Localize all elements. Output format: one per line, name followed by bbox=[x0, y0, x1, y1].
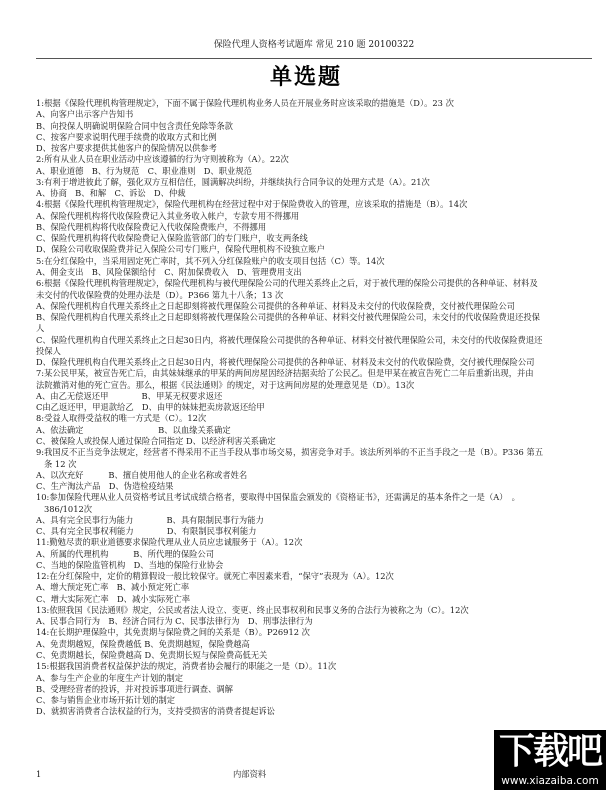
answer-option-line: 386/1012次 bbox=[44, 503, 93, 514]
question-text: 7:某公民甲某，被宣告死亡后，由其妹妹继承的甲某的两间房屋因经济拮据卖给了公民乙。但是甲某在被宣告死亡二年后重新出现，并由 bbox=[36, 368, 534, 379]
answer-option-line: C、按客户要求说明代理手续费的收取方式和比例 bbox=[36, 131, 217, 142]
answer-option-line: C、生产淘汰产品 D、伪造检疫结果 bbox=[36, 481, 174, 492]
answer-option-line: A、向客户出示客户告知书 bbox=[36, 109, 134, 120]
question-text: 10:参加保险代理从业人员资格考试且考试成绩合格者，要取得中国保监会颁发的《资格证书》，还需满足的基本条件之一是（A） 。 bbox=[36, 492, 520, 503]
question-text: 15:根据我国消费者权益保护法的规定，消费者协会履行的职能之一是（D）。11次 bbox=[36, 661, 337, 672]
page-header bbox=[36, 38, 592, 59]
question-text: 3:有利于增进彼此了解，强化双方互相信任，圆满解决纠纷，并继续执行合同争议的处理方式是（A）。21次 bbox=[36, 176, 430, 187]
answer-option-line: B、保险代理机构将代收保险费记入代收保险费账户，不得挪用 bbox=[36, 221, 267, 232]
answer-option-line: A、参与生产企业的年度生产计划的制定 bbox=[36, 672, 184, 683]
answer-option-line: A、免责期越短，保险费越低 B、免责期越短，保险费越高 bbox=[36, 638, 250, 649]
answer-option-line: A、职业道德 B、行为规范 C、职业准则 D、职业规范 bbox=[36, 165, 252, 176]
answer-option-line: C、参与销售企业市场开拓计划的制定 bbox=[36, 695, 176, 706]
question-text: 9:我国反不正当竞争法规定，经营者不得采用不正当手段从事市场交易，损害竞争对手。该法所列举的不正当手段之一是（B）。P336 第五 bbox=[36, 447, 544, 458]
question-text: 8:受益人取得受益权的唯一方式是（C）。12次 bbox=[36, 413, 207, 424]
question-text: 6:根据《保险代理机构管理规定》，保险代理机构与被代理保险公司的代理关系终止之后，对于被代理的保险公司提供的各种单证、材料及 bbox=[36, 278, 538, 289]
answer-option-line: C、具有完全民事权利能力 D、有限制民事权利能力 bbox=[36, 526, 257, 537]
answer-option-line: 投保人 bbox=[36, 345, 61, 356]
answer-option-line: C由乙返还甲，甲退款给乙 D、由甲的妹妹把卖房款返还给甲 bbox=[36, 402, 265, 413]
answer-option-line: 未交付的代收保险费的处理办法是（D）。P366 第九十八条；13 次 bbox=[36, 289, 284, 300]
answer-option-line: D、保险代理机构自代理关系终止之日起30日内，将被代理保险公司提供的各种单证、材料及未交付的代收保险费，交付被代理保险公司 bbox=[36, 357, 535, 368]
answer-option-line: 人 bbox=[36, 323, 45, 334]
answer-option-line: C、保险代理机构将代收保险费记入保险监管部门的专门账户，收支两条线 bbox=[36, 233, 308, 244]
question-text: 11:勤勉尽责的职业道德要求保险代理从业人员应忠诚服务于（A）。12次 bbox=[36, 537, 303, 548]
answer-option-line: B、保险代理机构自代理关系终止之日起即刻将被代理保险公司提供的各种单证、材料交付被代理保险公司，未交付的代收保险费退还投保 bbox=[36, 312, 540, 323]
answer-option-line: A、佣金支出 B、风险保额给付 C、附加保费收入 D、管理费用支出 bbox=[36, 266, 302, 277]
answer-option-line: A、保险代理机构自代理关系终止之日起即刻将被代理保险公司提供的各种单证、材料及未交付的代收保险费，交付被代理保险公司 bbox=[36, 300, 515, 311]
answer-option-line: A、具有完全民事行为能力 B、具有限制民事行为能力 bbox=[36, 514, 264, 525]
footer-label: 内部资料 bbox=[233, 769, 267, 779]
answer-option-line: C、增大实际死亡率 D、减小实际死亡率 bbox=[36, 593, 191, 604]
answer-option-line: B、受理经营者的投诉，并对投诉事项进行调查、调解 bbox=[36, 683, 233, 694]
question-list bbox=[36, 98, 596, 718]
answer-option-line: C、被保险人或投保人通过保险合同指定 D、以经济利害关系确定 bbox=[36, 435, 276, 446]
watermark-url: www.xiazaiba.com bbox=[501, 775, 599, 787]
answer-option-line: A、协商 B、和解 C、诉讼 D、仲裁 bbox=[36, 188, 186, 199]
answer-option-line: A、依法确定 B、以血缘关系确定 bbox=[36, 424, 231, 435]
header-text: 保险代理人资格考试题库 常见 210 题 20100322 bbox=[213, 40, 415, 50]
page-title: 单选题 bbox=[269, 65, 342, 90]
answer-option-line: C、免责期越长，保险费越高 D、免责期长短与保险费高低无关 bbox=[36, 650, 268, 661]
question-text: 14:在长期护理保险中，其免责期与保险费之间的关系是（B）。P26912 次 bbox=[36, 627, 310, 638]
answer-option-line: A、增大预定死亡率 B、减小预定死亡率 bbox=[36, 582, 190, 593]
answer-option-line: 法院撤消对他的死亡宣告。那么，根据《民法通则》的规定，对于这两间房屋的处理意见是（D）。13次 bbox=[36, 379, 415, 390]
question-text: 5:在分红保险中，当采用固定死亡率时，其不列入分红保险账户的收支项目包括（C）等。14次 bbox=[36, 255, 385, 266]
question-text: 12:在分红保险中，定价的精算假设一般比较保守。就死亡率因素来看，“保守”表现为（A）。12次 bbox=[36, 571, 394, 582]
answer-option-line: C、保险代理机构自代理关系终止之日起30日内，将被代理保险公司提供的各种单证、材料交付被代理保险公司，未交付的代收保险费退还 bbox=[36, 334, 543, 345]
watermark-logo-text: 下载吧 bbox=[498, 731, 601, 772]
answer-option-line: B、向投保人明确说明保险合同中包含责任免除等条款 bbox=[36, 120, 233, 131]
question-text: 1:根据《保险代理机构管理规定》，下面不属于保险代理机构业务人员在开展业务时应该采取的措施是（D）。23 次 bbox=[36, 98, 454, 108]
answer-option-line: D、就损害消费者合法权益的行为，支持受损害的消费者提起诉讼 bbox=[36, 706, 275, 717]
answer-option-line: 条 12 次 bbox=[44, 458, 77, 469]
question-text: 4:根据《保险代理机构管理规定》，保险代理机构在经营过程中对于保险费收入的管理，应该采取的措施是（B）。14次 bbox=[36, 199, 468, 210]
question-text: 2:所有从业人员在职业活动中应该遵循的行为守则被称为（A）。22次 bbox=[36, 154, 289, 165]
page-number: 1 bbox=[36, 769, 42, 779]
answer-option-line: A、民事合同行为 B、经济合同行为 C、民事法律行为 D、刑事法律行为 bbox=[36, 616, 313, 627]
answer-option-line: D、按客户要求提供其他客户的保险情况以供参考 bbox=[36, 143, 217, 154]
answer-option-line: A、保险代理机构将代收保险费记入其业务收入帐户，专款专用不得挪用 bbox=[36, 210, 300, 221]
answer-option-line: A、以次充好 B、擅自使用他人的企业名称或者姓名 bbox=[36, 469, 248, 480]
answer-option-line: C、当地的保险监管机构 D、当地的保险行业协会 bbox=[36, 559, 224, 570]
watermark-logo bbox=[494, 730, 606, 790]
answer-option-line: A、所属的代理机构 B、所代理的保险公司 bbox=[36, 548, 215, 559]
question-text: 13:依照我国《民法通则》规定，公民或者法人设立、变更、终止民事权利和民事义务的合法行为被称之为（C）。12次 bbox=[36, 604, 469, 615]
answer-option-line: D、保险公司收取保险费并记入保险公司专门账户，保险代理机构不设独立账户 bbox=[36, 244, 325, 255]
answer-option-line: A、由乙无偿返还甲 B、甲某无权要求返还 bbox=[36, 390, 223, 401]
